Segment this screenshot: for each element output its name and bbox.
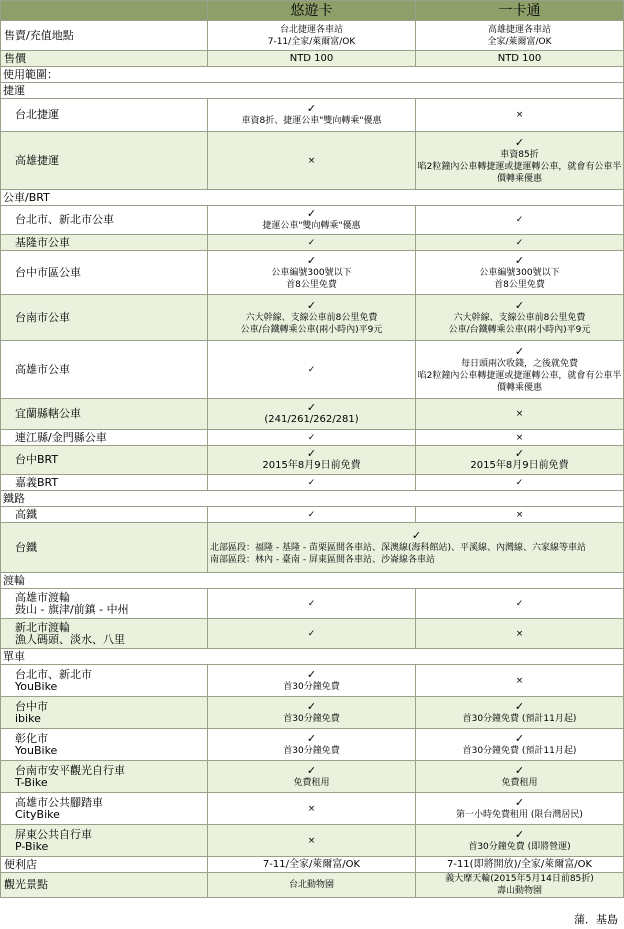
- check-icon: ✓: [514, 699, 525, 713]
- row-label-line2: T-Bike: [15, 775, 48, 789]
- cell: [416, 761, 624, 793]
- cross-icon: ×: [208, 132, 416, 190]
- check-icon: ✓: [306, 401, 317, 414]
- cell-text: 台北捷運各車站 7-11/全家/萊爾富/OK: [208, 21, 416, 51]
- cell-text: 首30分鐘免費 (即將營運): [468, 841, 571, 852]
- row-label: [1, 761, 208, 793]
- cell-text: 六大幹線、支線公車前8公里免費 公車/台鐵轉乘公車(兩小時內)平9元: [448, 312, 591, 335]
- cell-text: 車資8折、捷運公車"雙向轉乘"優惠: [241, 116, 382, 126]
- row-label-line2: YouBike: [15, 743, 58, 757]
- check-icon: ✓: [514, 447, 525, 460]
- cell: [416, 132, 624, 190]
- row-label: 售價: [1, 51, 208, 67]
- cross-icon: ×: [416, 507, 624, 523]
- cell-text: 捷運公車"雙向轉乘"優惠: [262, 221, 361, 231]
- cell-text: 公車編號300號以下 首8公里免費: [479, 267, 560, 290]
- row-label-line1: 台南市安平觀光自行車: [15, 763, 125, 777]
- cell-text: 首30分鐘免費 (預計11月起): [462, 745, 577, 756]
- check-icon: ✓: [208, 430, 416, 446]
- section-bike: 單車: [1, 649, 624, 665]
- check-icon: ✓: [306, 667, 317, 681]
- cell: [208, 729, 416, 761]
- cell-text: 義大摩天輪(2015年5月14日前85折) 壽山動物園: [416, 873, 624, 898]
- cell-text: 台北動物園: [208, 873, 416, 898]
- header-blank: [1, 1, 208, 21]
- check-icon: ✓: [208, 507, 416, 523]
- check-icon: ✓: [306, 298, 317, 312]
- cell: [208, 251, 416, 295]
- cell: [208, 99, 416, 132]
- row-label-line2: 鼓山 - 旗津/前鎮 - 中州: [15, 602, 129, 616]
- check-icon: ✓: [416, 475, 624, 491]
- row-label: 便利店: [1, 857, 208, 873]
- row-label-line1: 高雄市公共腳踏車: [15, 795, 103, 809]
- cell-text: 公車編號300號以下 首8公里免費: [271, 267, 352, 290]
- row-label-line1: 台中市: [15, 699, 48, 713]
- row-label: 高雄市公車: [1, 341, 208, 399]
- check-icon: ✓: [306, 699, 317, 713]
- cell: [208, 446, 416, 475]
- row-label: [1, 665, 208, 697]
- header-card1: 悠遊卡: [208, 1, 416, 21]
- check-icon: ✓: [411, 528, 422, 542]
- cell: [208, 761, 416, 793]
- check-icon: ✓: [208, 619, 416, 649]
- cell-text: 第一小時免費租用 (限台灣居民): [456, 809, 583, 820]
- cell: [416, 295, 624, 341]
- cross-icon: ×: [208, 793, 416, 825]
- row-label-line1: 高雄市渡輪: [15, 590, 70, 604]
- cross-icon: ×: [416, 99, 624, 132]
- row-label: 基隆市公車: [1, 235, 208, 251]
- row-label: 台北捷運: [1, 99, 208, 132]
- check-icon: ✓: [208, 235, 416, 251]
- row-label-line2: YouBike: [15, 679, 58, 693]
- check-icon: ✓: [208, 341, 416, 399]
- cell-text: 首30分鐘免費 (預計11月起): [462, 713, 577, 724]
- row-label: [1, 619, 208, 649]
- row-label-line1: 新北市渡輪: [15, 620, 70, 634]
- section-bus: 公車/BRT: [1, 190, 624, 206]
- check-icon: ✓: [514, 731, 525, 745]
- cross-icon: ×: [416, 619, 624, 649]
- check-icon: ✓: [416, 206, 624, 235]
- check-icon: ✓: [514, 135, 525, 149]
- cell: [416, 729, 624, 761]
- cross-icon: ×: [208, 825, 416, 857]
- row-label: 售賣/充值地點: [1, 21, 208, 51]
- row-label: [1, 729, 208, 761]
- cell: [208, 665, 416, 697]
- cell-text: 7-11/全家/萊爾富/OK: [208, 857, 416, 873]
- check-icon: ✓: [208, 589, 416, 619]
- cell-text: 車資85折 啗2粒鐘內公車轉捷運或捷運轉公車，就會有公車半價轉乘優惠: [417, 149, 622, 184]
- check-icon: ✓: [306, 763, 317, 777]
- check-icon: ✓: [514, 763, 525, 777]
- header-card2: 一卡通: [416, 1, 624, 21]
- row-label: [1, 793, 208, 825]
- row-label-line1: 台北市、新北市: [15, 667, 92, 681]
- check-icon: ✓: [306, 207, 317, 220]
- row-label: [1, 697, 208, 729]
- cell: [208, 295, 416, 341]
- cell: [208, 697, 416, 729]
- row-label: [1, 589, 208, 619]
- check-icon: ✓: [416, 235, 624, 251]
- row-label-line2: 漁人碼頭、淡水、八里: [15, 632, 125, 646]
- cell: [416, 341, 624, 399]
- cell-text: 7-11(即將開放)/全家/萊爾富/OK: [416, 857, 624, 873]
- cell: [416, 697, 624, 729]
- section-ferry: 渡輪: [1, 573, 624, 589]
- row-label: 台中BRT: [1, 446, 208, 475]
- cell-text: 北部區段：福隆 - 基隆 - 苗栗區間各車站、深澳線(海科館站)、平溪線、內灣線、六家線等車站 南部區段：林內 - 臺南 - 屏東區間各車站、沙崙線各車站: [210, 542, 586, 565]
- cell-text: 免費租用: [293, 777, 330, 788]
- cell: [416, 825, 624, 857]
- row-label: 台中市區公車: [1, 251, 208, 295]
- cell-text: 首30分鐘免費: [283, 681, 340, 692]
- cell-text: NTD 100: [416, 51, 624, 67]
- row-label-line1: 屏東公共自行車: [15, 827, 92, 841]
- cell: [208, 399, 416, 430]
- row-label: 台北市、新北市公車: [1, 206, 208, 235]
- cell-text: 免費租用: [501, 777, 538, 788]
- cell-text: (241/261/262/281): [264, 414, 359, 425]
- check-icon: ✓: [514, 344, 525, 358]
- check-icon: ✓: [514, 795, 525, 809]
- check-icon: ✓: [306, 447, 317, 460]
- row-label-line2: CityBike: [15, 807, 60, 821]
- section-rail: 鐵路: [1, 491, 624, 507]
- check-icon: ✓: [514, 827, 525, 841]
- check-icon: ✓: [514, 298, 525, 312]
- cross-icon: ×: [416, 399, 624, 430]
- row-label: 宜蘭縣轄公車: [1, 399, 208, 430]
- cell: [416, 793, 624, 825]
- row-label-line2: ibike: [15, 711, 41, 725]
- check-icon: ✓: [306, 253, 317, 267]
- cell-text: NTD 100: [208, 51, 416, 67]
- check-icon: ✓: [208, 475, 416, 491]
- cell-text: 首30分鐘免費: [283, 745, 340, 756]
- credit: 蒲．基島: [574, 913, 618, 926]
- row-label: 台南市公車: [1, 295, 208, 341]
- row-label: 嘉義BRT: [1, 475, 208, 491]
- row-label: 台鐵: [1, 523, 208, 573]
- cell-text: 高雄捷運各車站 全家/萊爾富/OK: [416, 21, 624, 51]
- cell-text: 首30分鐘免費: [283, 713, 340, 724]
- check-icon: ✓: [306, 102, 317, 115]
- cell-text: 2015年8月9日前免費: [470, 460, 569, 471]
- check-icon: ✓: [514, 253, 525, 267]
- row-label-line2: P-Bike: [15, 839, 49, 853]
- cell: [208, 206, 416, 235]
- check-icon: ✓: [416, 589, 624, 619]
- row-label-line1: 彰化市: [15, 731, 48, 745]
- cell-text: 六大幹線、支線公車前8公里免費 公車/台鐵轉乘公車(兩小時內)平9元: [240, 312, 383, 335]
- cell: [416, 251, 624, 295]
- section-mrt: 捷運: [1, 83, 624, 99]
- check-icon: ✓: [306, 731, 317, 745]
- cell: [416, 446, 624, 475]
- cross-icon: ×: [416, 665, 624, 697]
- section-scope: 使用範圍：: [1, 67, 624, 83]
- cell: [208, 523, 624, 573]
- row-label: [1, 825, 208, 857]
- row-label: 觀光景點: [1, 873, 208, 898]
- row-label: 連江縣/金門縣公車: [1, 430, 208, 446]
- cell-text: 2015年8月9日前免費: [262, 460, 361, 471]
- cell-text: 每日頭兩次收錢，之後就免費 啗2粒鐘內公車轉捷運或捷運轉公車，就會有公車半價轉乘優惠: [417, 358, 622, 393]
- row-label: 高雄捷運: [1, 132, 208, 190]
- cross-icon: ×: [416, 430, 624, 446]
- row-label: 高鐵: [1, 507, 208, 523]
